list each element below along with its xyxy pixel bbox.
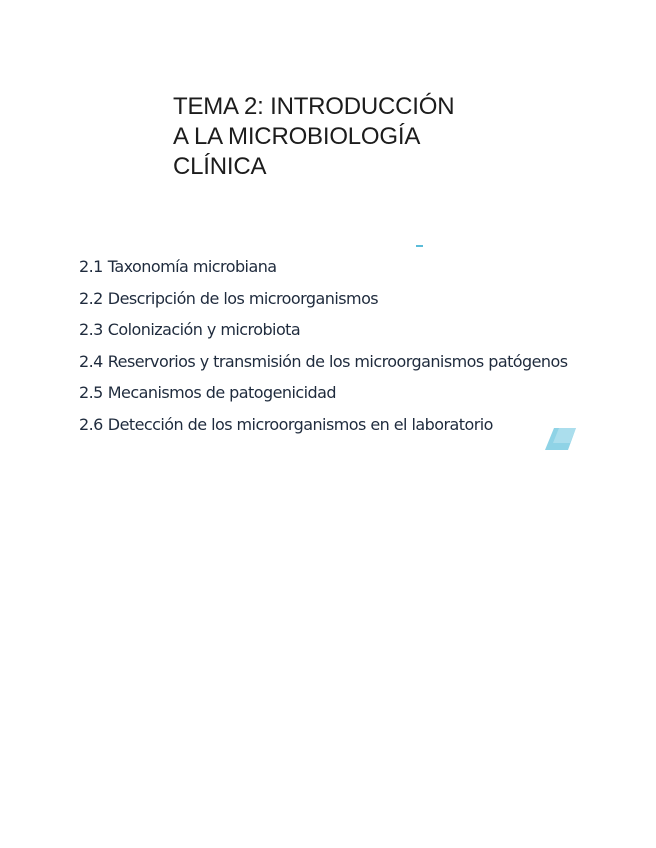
decorative-dash bbox=[416, 245, 423, 247]
toc-item bbox=[79, 349, 619, 381]
toc-item-number: 2.5 bbox=[79, 383, 103, 403]
toc-item-label: Colonización y microbiota bbox=[107, 320, 301, 340]
toc-item bbox=[79, 317, 619, 349]
toc-item-number: 2.6 bbox=[79, 414, 103, 434]
toc-item-number: 2.2 bbox=[79, 288, 103, 308]
toc-item bbox=[79, 412, 619, 444]
title-line-3: CLÍNICA bbox=[173, 153, 267, 180]
toc-item-number: 2.4 bbox=[79, 351, 103, 371]
title-line-1: TEMA 2: INTRODUCCIÓN bbox=[173, 93, 455, 120]
toc-item bbox=[79, 286, 619, 318]
toc-item-label: Detección de los microorganismos en el laboratorio bbox=[107, 414, 493, 434]
page-title bbox=[173, 92, 513, 182]
toc-item bbox=[79, 254, 619, 286]
toc-item-label: Descripción de los microorganismos bbox=[107, 288, 379, 308]
table-of-contents bbox=[79, 254, 619, 444]
title-line-2: A LA MICROBIOLOGÍA bbox=[173, 123, 421, 150]
toc-item-label: Reservorios y transmisión de los microorganismos patógenos bbox=[107, 351, 568, 371]
toc-item-label: Taxonomía microbiana bbox=[107, 257, 277, 276]
toc-item-label: Mecanismos de patogenicidad bbox=[107, 383, 336, 403]
decorative-parallelogram bbox=[545, 428, 577, 450]
toc-item bbox=[79, 380, 619, 412]
toc-item-number: 2.3 bbox=[79, 320, 103, 340]
toc-item-number: 2.1 bbox=[79, 257, 103, 276]
